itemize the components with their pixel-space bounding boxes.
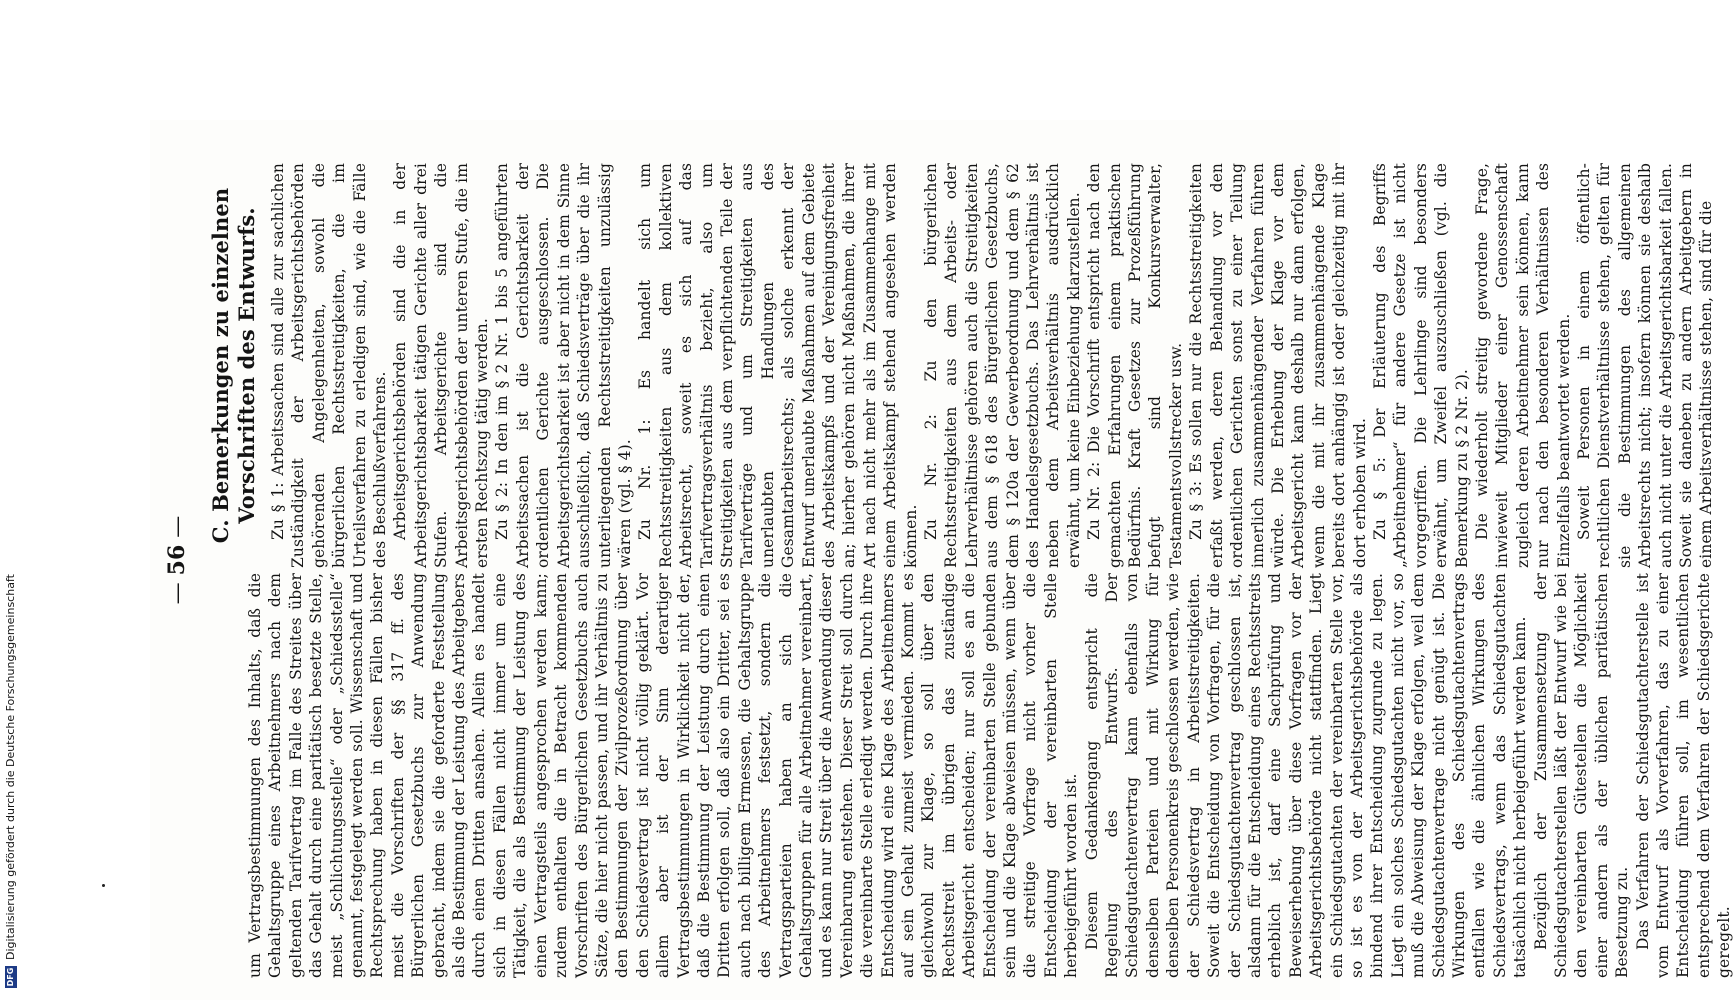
dfg-logo-icon: DFG <box>6 967 15 987</box>
paragraph: Soweit Personen in einem öffentlich-rechtlichen Dienstverhältnisse stehen, gelten für sie die Bestimmungen des allgemeinen Arbeitsrechts nicht; insofern können sie deshalb auch nicht unter die Arbeitsgerichtsbarkeit fallen. Soweit sie daneben zu andern Arbeitgebern in einem Arbeitsverhältnisse stehen, sind für die <box>1575 163 1716 568</box>
paragraph: Das Verfahren der Schiedsgutachterstelle ist vom Entwurf als Vorverfahren, das zu einer Entscheidung führen soll, im wesentlichen entsprechend dem Verfahren der Schiedsgerichte geregelt. <box>1633 573 1734 978</box>
paragraph: Zu § 1: Arbeitssachen sind alle zur sachlichen Zuständigkeit der Arbeitsgerichtsbehörden gehörenden Angelegenheiten, sowohl die bürgerlichen Rechtsstreitigkeiten, die im Urteilsverfahren zu erledigen sind, wie die Fälle des Beschlußverfahrens. <box>269 163 390 568</box>
right-column <box>168 163 1717 568</box>
page-number: — 56 — <box>164 120 190 1000</box>
paragraph: Diesem Gedankengang entspricht die Regelung des Entwurfs. Der Schiedsgutachtenvertrag kann ebenfalls von denselben Parteien und mit Wirkung für denselben Personenkreis geschlossen werden, wie der Schiedsvertrag in Arbeitsstreitigkeiten. Soweit die Entscheidung von Vorfragen, für die der Schiedsgutachtenvertrag geschlossen ist, alsdann für die Entscheidung eines Rechtsstreits erheblich ist, darf eine Sachprüfung und Beweiserhebung über diese Vorfragen vor der Arbeitsgerichtsbehörde nicht stattfinden. Liegt ein Schiedsgutachten der vereinbarten Stelle vor, so ist es von der Arbeitsgerichtsbehörde als bindend ihrer Entscheidung zugrunde zu legen. Liegt ein solches Schiedsgutachten nicht vor, so muß die Abweisung der Klage erfolgen, weil dem Schiedsgutachtenvertrage nicht genügt ist. Die Wirkungen des Schiedsgutachtenvertrags entfallen wie die ähnlichen Wirkungen des Schiedsvertrags, wenn das Schiedsgutachten tatsächlich nicht herbeigeführt werden kann. <box>1082 573 1530 978</box>
paragraph: Zu § 2: In den im § 2 Nr. 1 bis 5 angeführten Arbeitssachen ist die Gerichtsbarkeit der ordentlichen Gerichte ausgeschlossen. Die Arbeitsgerichtsbarkeit ist aber nicht in dem Sinne ausschließlich, daß Schiedsverträge über die ihr unterliegenden Rechtsstreitigkeiten unzulässig wären (vgl. § 4). <box>493 163 634 568</box>
paragraph: Zu Nr. 2: Zu den bürgerlichen Rechtsstreitigkeiten aus dem Arbeits- oder Lehrverhältnisse gehören auch die Streitigkeiten aus dem § 618 des Bürgerlichen Gesetzbuchs, dem § 120a der Gewerbeordnung und dem § 62 des Handelsgesetzbuchs. Das Lehrverhältnis ist neben dem Arbeitsverhältnis ausdrücklich erwähnt, um keine Einbeziehung klarzustellen. <box>922 163 1083 568</box>
watermark-strip <box>0 0 22 1000</box>
paragraph: Zu § 5: Der Erläuterung des Begriffs „Arbeitnehmer“ für andere Gesetze ist nicht vorgegriffen. Die Lehrlinge sind besonders erwähnt, um Zweifel auszuschließen (vgl. die Bemerkung zu § 2 Nr. 2). <box>1370 163 1471 568</box>
paragraph: Bezüglich der Zusammensetzung der Schiedsgutachterstellen läßt der Entwurf wie bei den vereinbarten Gütestellen die Möglichkeit einer andern als der üblichen paritätischen Besetzung zu. <box>1531 573 1632 978</box>
paragraph: Zu Nr. 1: Es handelt sich um Rechtsstreitigkeiten aus dem kollektiven Arbeitsrecht, soweit es sich auf das Tarifvertragsverhältnis bezieht, also um Streitigkeiten aus dem verpflichtenden Teile der Tarifverträge und um Streitigkeiten aus unerlaubten Handlungen des Gesamtarbeitsrechts; als solche erkennt der Entwurf unerlaubte Maßnahmen auf dem Gebiete des Arbeitskampfs und der Vereinigungsfreiheit an; hierher gehören nicht Maßnahmen, die ihrer Art nach nicht mehr als im Zusammenhange mit einem Arbeitskampf stehend angesehen werden können. <box>636 163 920 568</box>
paragraph: Zu § 3: Es sollen nur die Rechtsstreitigkeiten erfaßt werden, deren Behandlung vor den ordentlichen Gerichten sonst zu einer Teilung innerlich zusammenhängender Verfahren führen würde. Die Erhebung der Klage vor dem Arbeitsgericht kann deshalb nur dann erfolgen, wenn die mit ihr zusammenhängende Klage bereits dort anhängig ist oder gleichzeitig mit ihr dort erhoben wird. <box>1187 163 1369 568</box>
paragraph: Zu Nr. 2: Die Vorschrift entspricht nach den gemachten Erfahrungen einem praktischen Bedürfnis. Kraft Gesetzes zur Prozeßführung befugt sind Konkursverwalter, Testamentsvollstrecker usw. <box>1085 163 1185 568</box>
paragraph: Arbeitsgerichtsbehörden sind die in der Arbeitsgerichtsbarkeit tätigen Gerichte aller drei Stufen. Arbeitsgerichte sind die Arbeitsgerichtsbehörden der unteren Stufe, die im ersten Rechtszug tätig werden. <box>391 163 492 568</box>
left-column <box>245 573 1735 978</box>
paragraph: Die wiederholt streitig gewordene Frage, inwieweit Mitglieder einer Genossenschaft zugleich deren Arbeitnehmer sein können, kann nur nach den besonderen Verhältnissen des Einzelfalls beantwortet werden. <box>1472 163 1573 568</box>
digitization-credit: Digitalisierung gefördert durch die Deutsche Forschungsgemeinschaft <box>4 574 17 960</box>
scan-speck <box>102 884 105 887</box>
right-column-body <box>268 163 1717 568</box>
scanned-page <box>150 120 1734 1000</box>
paragraph: um Vertragsbestimmungen des Inhalts, daß die Gehaltsgruppe eines Arbeitnehmers nach dem geltenden Tarifvertrag im Falle des Streites über das Gehalt durch eine paritätisch besetzte Stelle, meist „Schlichtungsstelle“ oder „Schiedsstelle“ genannt, festgelegt werden soll. Wissenschaft und Rechtsprechung haben in diesen Fällen bisher meist die Vorschriften der §§ 317 ff. des Bürgerlichen Gesetzbuchs zur Anwendung gebracht, indem sie die geforderte Feststellung als die Bestimmung der Leistung des Arbeitgebers durch einen Dritten ansahen. Allein es handelt sich in diesen Fällen nicht immer um eine Tätigkeit, die als Bestimmung der Leistung des einen Vertragsteils angesprochen werden kann; zudem enthalten die in Betracht kommenden Vorschriften des Bürgerlichen Gesetzbuchs auch Sätze, die hier nicht passen, und ihr Verhältnis zu den Bestimmungen der Zivilprozeßordnung über den Schiedsvertrag ist nicht völlig geklärt. Vor allem aber ist der Sinn derartiger Vertragsbestimmungen in Wirklichkeit nicht der, daß die Bestimmung der Leistung durch einen Dritten erfolgen soll, daß also ein Dritter, sei es auch nach billigem Ermessen, die Gehaltsgruppe des Arbeitnehmers festsetzt, sondern die Vertragsparteien haben an sich die Gehaltsgruppen für alle Arbeitnehmer vereinbart, und es kann nur Streit über die Anwendung dieser Vereinbarung entstehen. Dieser Streit soll durch die vereinbarte Stelle erledigt werden. Durch ihre Entscheidung wird eine Klage des Arbeitnehmers auf sein Gehalt zumeist vermieden. Kommt es gleichwohl zur Klage, so soll über den Rechtsstreit im übrigen das zuständige Arbeitsgericht entscheiden; nur soll es an die Entscheidung der vereinbarten Stelle gebunden sein und die Klage abweisen müssen, wenn über die streitige Vorfrage nicht vorher die Entscheidung der vereinbarten Stelle herbeigeführt worden ist. <box>246 573 1081 978</box>
section-heading: C. Bemerkungen zu einzelnen Vorschriften des Entwurfs. <box>208 187 259 544</box>
